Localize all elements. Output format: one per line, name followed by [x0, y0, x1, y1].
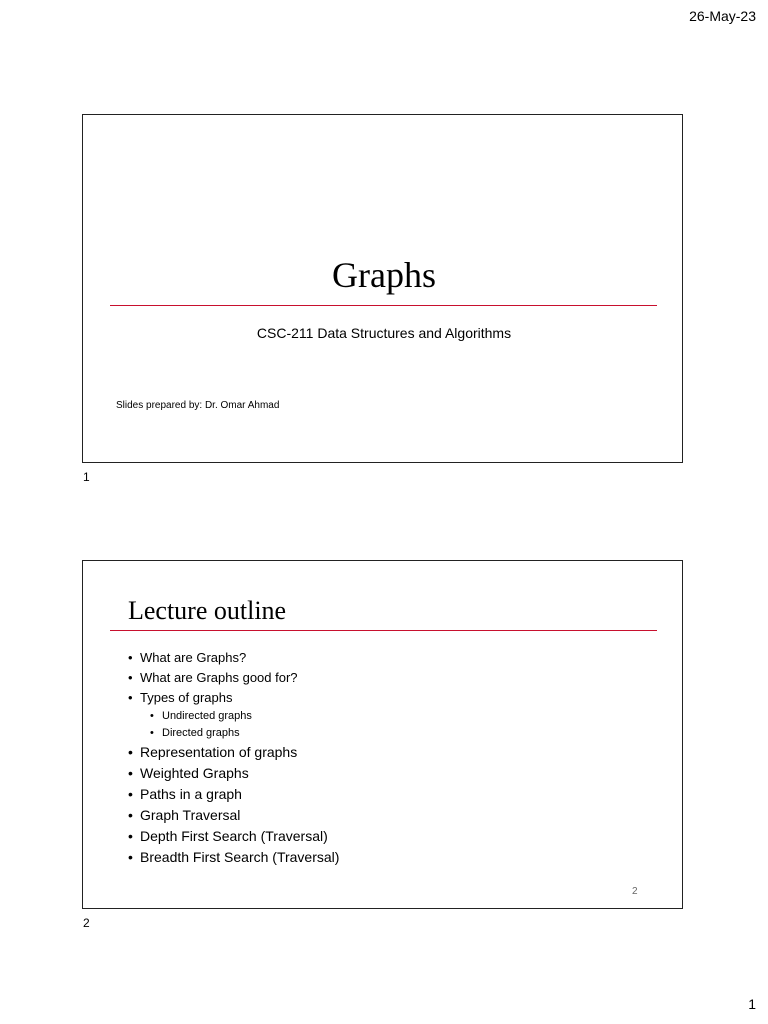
outline-item: • Graph Traversal: [128, 807, 241, 823]
bullet-icon: •: [128, 690, 133, 705]
slide-1-caption-number: 1: [83, 470, 90, 484]
bullet-icon: •: [128, 828, 133, 844]
outline-item: • What are Graphs good for?: [128, 670, 298, 685]
bullet-icon: •: [128, 786, 133, 802]
bullet-icon: •: [128, 670, 133, 685]
outline-item: • Depth First Search (Traversal): [128, 828, 328, 844]
outline-subitem: • Undirected graphs: [150, 710, 252, 722]
outline-item: • Breadth First Search (Traversal): [128, 849, 340, 865]
slide-2-title: Lecture outline: [128, 596, 287, 625]
slide-1-subtitle: CSC-211 Data Structures and Algorithms: [256, 325, 512, 341]
page-number: 1: [748, 996, 756, 1012]
bullet-icon: •: [128, 807, 133, 823]
bullet-icon: •: [150, 710, 154, 722]
slide-2-title-rule: [110, 630, 657, 631]
slide-1-credit: Slides prepared by: Dr. Omar Ahmad: [116, 400, 280, 411]
bullet-icon: •: [128, 765, 133, 781]
bullet-icon: •: [128, 849, 133, 865]
outline-item: • Types of graphs: [128, 690, 233, 705]
page-date: 26-May-23: [689, 8, 756, 24]
slide-1-title-rule: [110, 305, 657, 306]
bullet-icon: •: [150, 727, 154, 739]
outline-list: [128, 650, 339, 870]
outline-subitem: • Directed graphs: [150, 727, 240, 739]
outline-item: • Paths in a graph: [128, 786, 242, 802]
slide-1-title: Graphs: [332, 255, 436, 295]
outline-item: • What are Graphs?: [128, 650, 247, 665]
bullet-icon: •: [128, 744, 133, 760]
slide-2-caption-number: 2: [83, 916, 90, 930]
outline-item: • Representation of graphs: [128, 744, 298, 760]
slide-2-inner-number: 2: [632, 886, 638, 897]
outline-item: • Weighted Graphs: [128, 765, 249, 781]
bullet-icon: •: [128, 650, 133, 665]
